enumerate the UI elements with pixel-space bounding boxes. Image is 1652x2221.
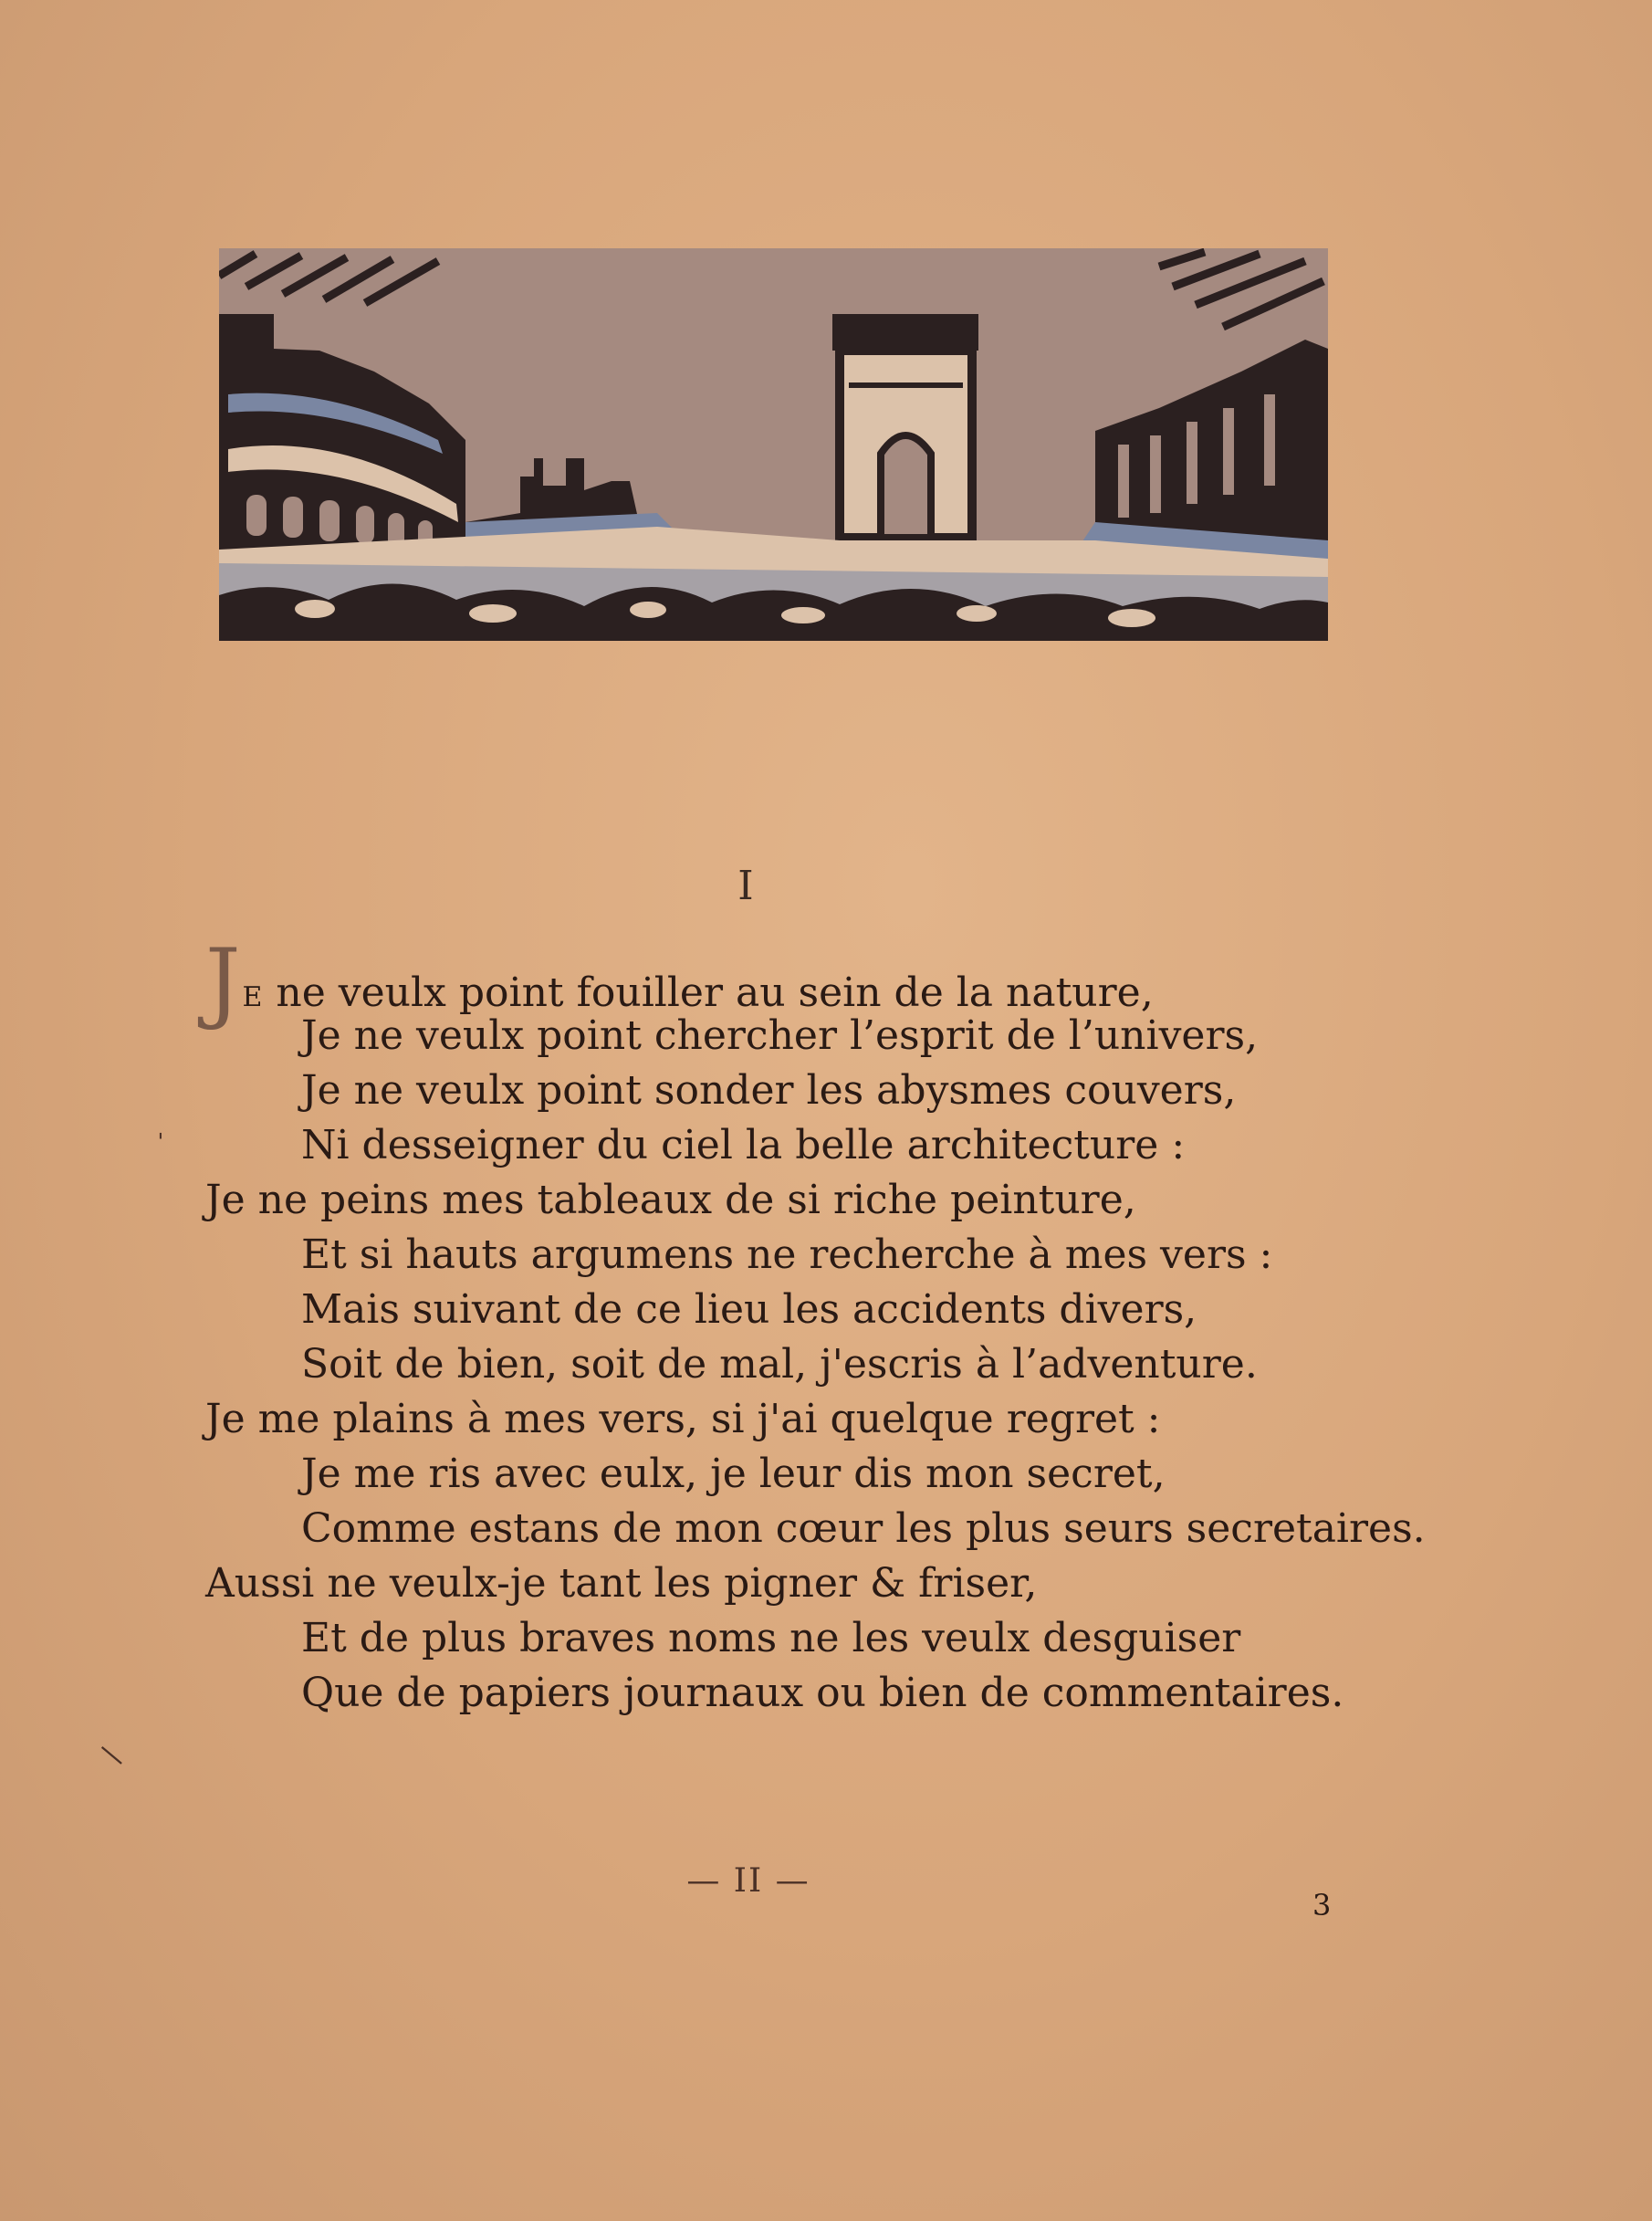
poem-line: Et de plus braves noms ne les veulx desguiser	[301, 1615, 1241, 1661]
poem-line: Ni desseigner du ciel la belle architecture :	[301, 1122, 1186, 1168]
first-line-text: ne veulx point fouiller au sein de la nature,	[263, 969, 1154, 1016]
poem-line: Je ne veulx point sonder les abysmes couvers,	[301, 1067, 1237, 1114]
page-number: 3	[1312, 1888, 1332, 1922]
stray-ink-mark: |	[96, 1741, 125, 1767]
stray-ink-mark: ˌ	[157, 1112, 164, 1142]
small-cap: E	[242, 981, 264, 1013]
poem-line: Et si hauts argumens ne recherche à mes vers :	[301, 1231, 1273, 1278]
poem-line: Comme estans de mon cœur les plus seurs secretaires.	[301, 1505, 1426, 1552]
poem-line: Que de papiers journaux ou bien de commentaires.	[301, 1670, 1344, 1716]
poem-line: Soit de bien, soit de mal, j'escris à l’adventure.	[301, 1341, 1258, 1388]
poem-line: Je ne veulx point chercher l’esprit de l’univers,	[301, 1012, 1259, 1059]
sonnet	[205, 930, 1426, 1721]
poem-line: Je me ris avec eulx, je leur dis mon secret,	[301, 1451, 1166, 1497]
poem-line: Aussi ne veulx-je tant les pigner & friser,	[205, 1560, 1038, 1607]
poem-line: Je me plains à mes vers, si j'ai quelque regret :	[205, 1396, 1161, 1442]
poem-line-1	[205, 930, 1392, 1032]
woodcut-roman-forum-icon	[219, 248, 1328, 641]
poem-line: Mais suivant de ce lieu les accidents divers,	[301, 1286, 1197, 1333]
drop-cap: J	[205, 930, 241, 1032]
section-number: I	[737, 863, 754, 909]
sonnet-marker: — II —	[686, 1862, 810, 1900]
poem-line: Je ne peins mes tableaux de si riche peinture,	[205, 1177, 1136, 1223]
woodcut-illustration	[219, 248, 1328, 641]
